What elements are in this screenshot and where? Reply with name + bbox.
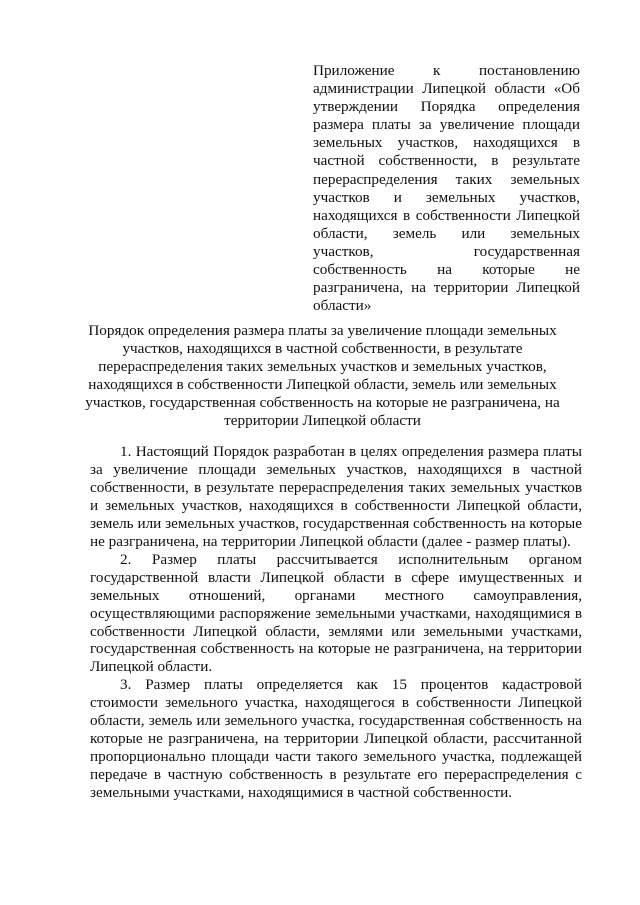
document-body (90, 443, 582, 802)
paragraph-3: 3. Размер платы определяется как 15 процентов кадастровой стоимости земельного участка, находящегося в собственности Липецкой области, земель или земельного участка, государственная собственность на которые не разграничена, на территории Липецкой области, рассчитанной пропорционально площади части такого земельного участка, подлежащей передаче в частную собственность в результате его перераспределения с земельными участками, находящимися в частной собственности. (90, 676, 582, 802)
paragraph-1: 1. Настоящий Порядок разработан в целях определения размера платы за увеличение площади земельных участков, находящихся в частной собственности, в результате перераспределения таких земельных участков и земельных участков, находящихся в собственности Липецкой области, земель или земельных участков, государственная собственность на которые не разграничена, на территории Липецкой области (далее - размер платы). (90, 443, 582, 550)
document-title: Порядок определения размера платы за увеличение площади земельных участков, находящихся в частной собственности, в результате перераспределения таких земельных участков и земельных участков, находящихся в собственности Липецкой области, земель или земельных участков, государственная собственность на которые не разграничена, на территории Липецкой области (85, 322, 560, 430)
paragraph-2: 2. Размер платы рассчитывается исполнительным органом государственной власти Липецкой области в сфере имущественных и земельных отношений, органами местного самоуправления, осуществляющими распоряжение земельными участками, находящимися в собственности Липецкой области, землями или земельными участками, государственная собственность на которые не разграничена, на территории Липецкой области. (90, 550, 582, 676)
appendix-note: Приложение к постановлению администрации Липецкой области «Об утверждении Порядка определения размера платы за увеличение площади земельных участков, находящихся в частной собственности, в результате перераспределения таких земельных участков и земельных участков, находящихся в собственности Липецкой области, земель или земельных участков, государственная собственность на которые не разграничена, на территории Липецкой области» (313, 62, 580, 315)
